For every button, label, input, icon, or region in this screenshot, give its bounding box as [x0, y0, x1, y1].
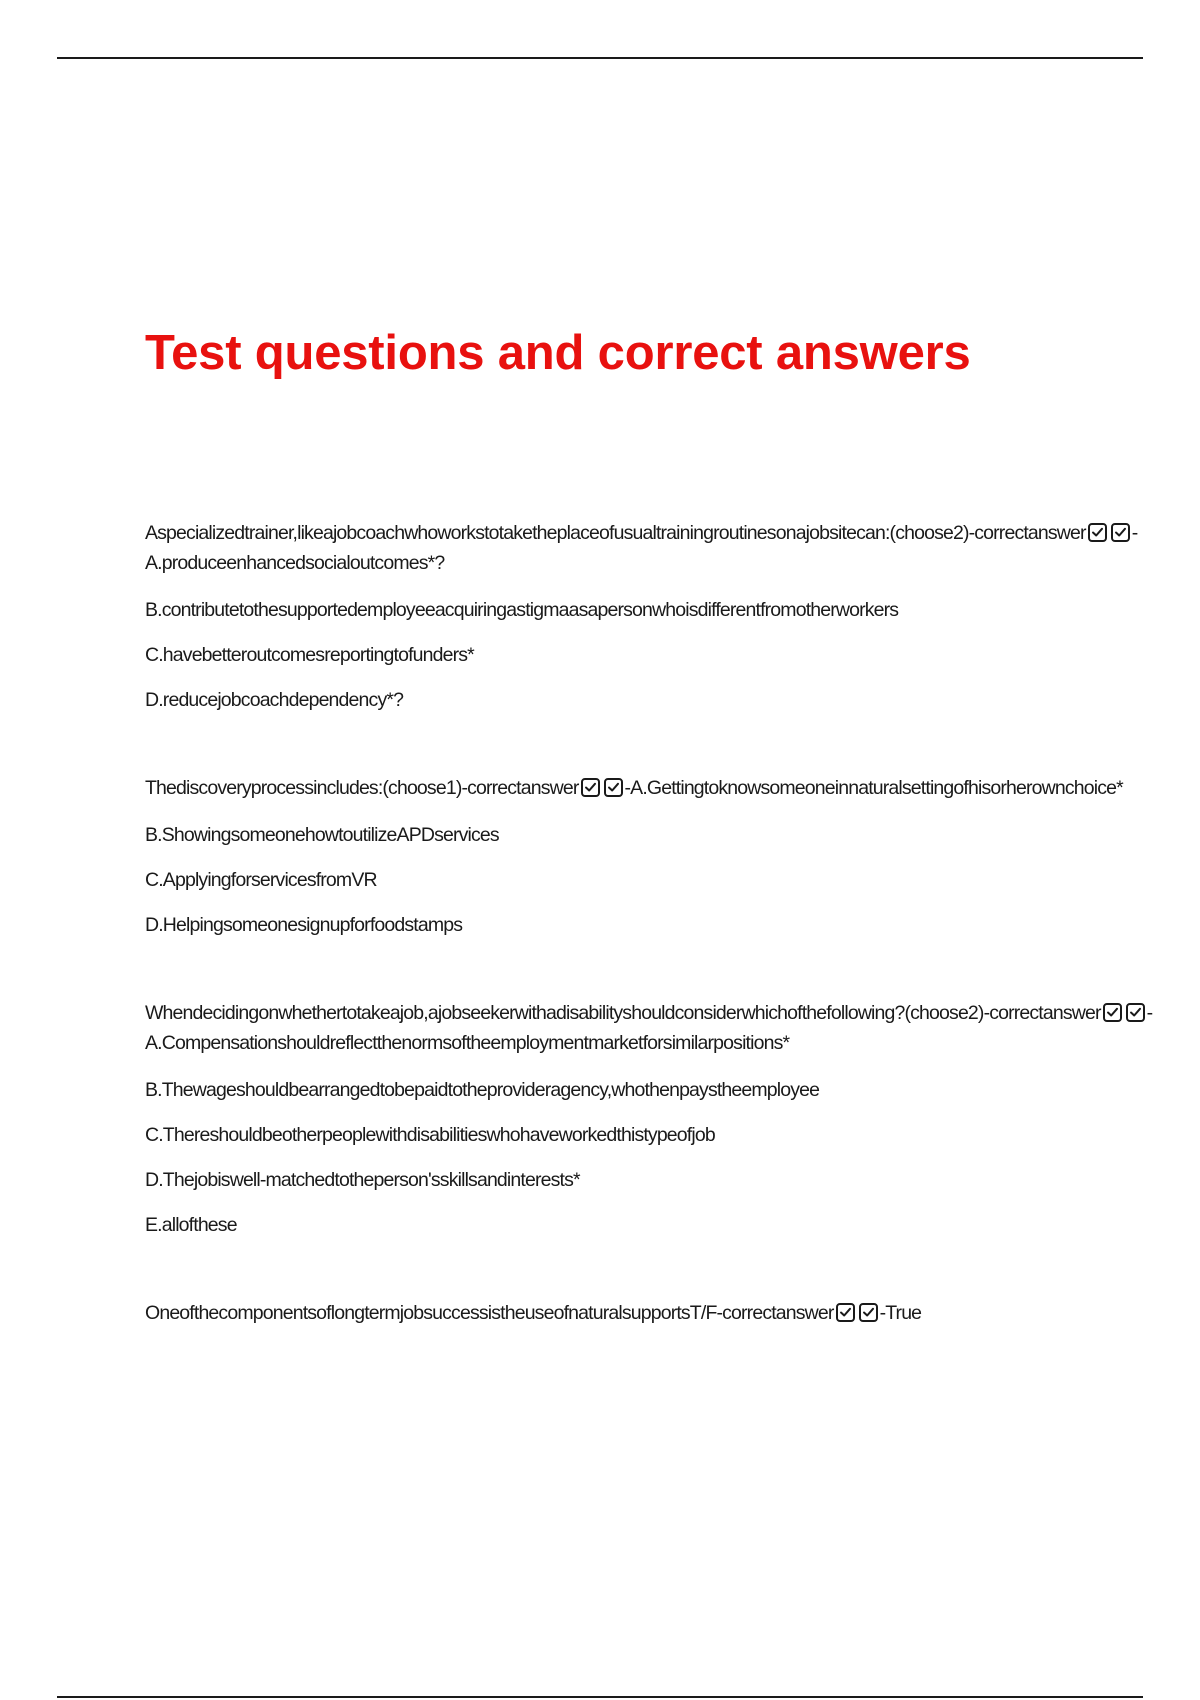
question-prompt: Thediscoveryprocessincludes:(choose1)-correctanswer: [145, 777, 579, 799]
checkbox-check-icon: [836, 1303, 855, 1322]
question-text: [145, 1298, 1155, 1328]
bottom-rule: [57, 1696, 1143, 1698]
question-2: [145, 773, 1155, 940]
checkbox-check-icon: [604, 778, 623, 797]
correct-answer-text: -A.Compensationshouldreflectthenormsoftheemploymentmarketforsimilarpositions*: [145, 1002, 1153, 1054]
question-list: [145, 518, 1155, 1386]
answer-option: B.ShowingsomeonehowtoutilizeAPDservices: [145, 824, 499, 846]
checkbox-check-icon: [859, 1303, 878, 1322]
answer-option: C.Thereshouldbeotherpeoplewithdisabilitieswhohaveworkedthistypeofjob: [145, 1124, 715, 1146]
answer-option: B.contributetothesupportedemployeeacquiringastigmaasapersonwhoisdifferentfromotherworkers: [145, 599, 899, 621]
answer-option: D.Helpingsomeonesignupforfoodstamps: [145, 914, 463, 936]
answer-option: E.allofthese: [145, 1214, 237, 1236]
answer-option: D.Thejobiswell-matchedtotheperson'sskillsandinterests*: [145, 1169, 580, 1191]
question-text: [145, 773, 1155, 803]
top-rule: [57, 57, 1143, 59]
checkbox-check-icon: [1111, 523, 1130, 542]
checkbox-check-icon: [581, 778, 600, 797]
correct-answer-text: -A.produceenhancedsocialoutcomes*?: [145, 522, 1138, 574]
question-text: [145, 998, 1155, 1058]
correct-answer-text: -True: [879, 1302, 922, 1324]
question-text: [145, 518, 1155, 578]
question-1: [145, 518, 1155, 715]
question-prompt: Aspecializedtrainer,likeajobcoachwhoworkstotaketheplaceofusualtrainingroutinesonajobsitecan:(choose2)-correctanswer: [145, 522, 1086, 544]
checkbox-check-icon: [1088, 523, 1107, 542]
question-3: [145, 998, 1155, 1240]
question-4: [145, 1298, 1155, 1328]
answer-option: B.Thewageshouldbearrangedtobepaidtotheprovideragency,whothenpaystheemployee: [145, 1079, 820, 1101]
checkbox-check-icon: [1126, 1003, 1145, 1022]
answer-option: C.ApplyingforservicesfromVR: [145, 869, 377, 891]
checkbox-check-icon: [1103, 1003, 1122, 1022]
question-prompt: Whendecidingonwhethertotakeajob,ajobseekerwithadisabilityshouldconsiderwhichofthefollowing?(choose2)-correctanswer: [145, 1002, 1101, 1024]
page-title: Test questions and correct answers: [145, 326, 971, 380]
question-prompt: OneofthecomponentsoflongtermjobsuccessistheuseofnaturalsupportsT/F-correctanswer: [145, 1302, 834, 1324]
answer-option: D.reducejobcoachdependency*?: [145, 689, 404, 711]
correct-answer-text: -A.Gettingtoknowsomeoneinnaturalsettingofhisorherownchoice*: [624, 777, 1123, 799]
answer-option: C.havebetteroutcomesreportingtofunders*: [145, 644, 474, 666]
